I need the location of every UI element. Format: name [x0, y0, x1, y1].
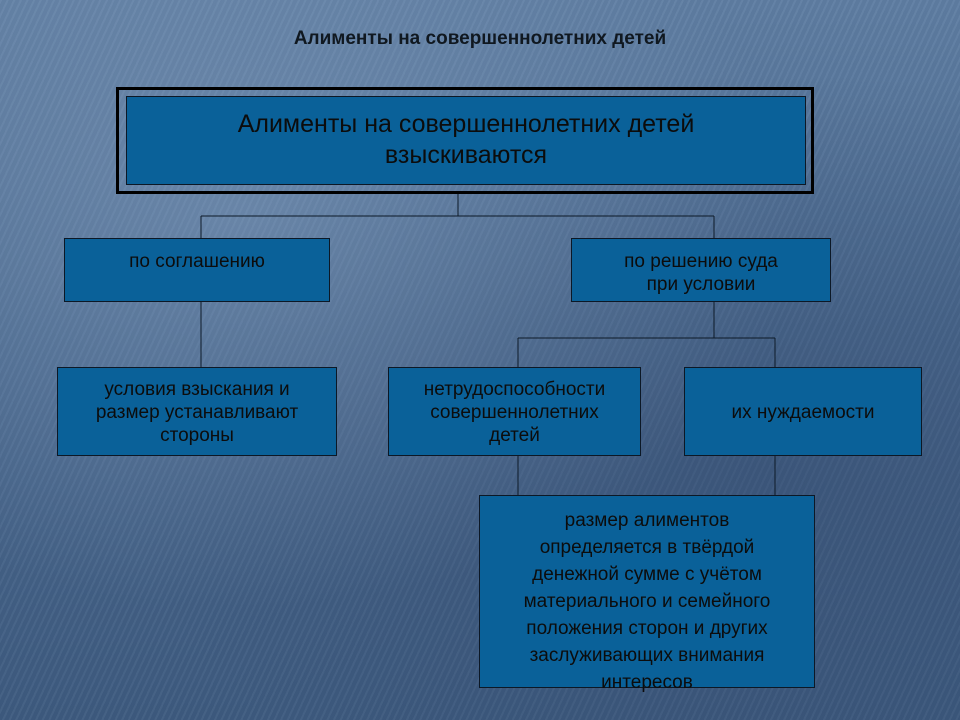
- leaf-need: их нуждаемости: [684, 367, 922, 456]
- branch-court-decision: по решению суда при условии: [571, 238, 831, 302]
- slide-title: Алименты на совершеннолетних детей: [293, 28, 667, 49]
- result-box: размер алиментов определяется в твёрдой денежной сумме с учётом материального и семейного положения сторон и других заслуживающих внимания интересов: [479, 495, 815, 688]
- leaf-parties-set-terms: условия взыскания и размер устанавливают стороны: [57, 367, 337, 456]
- root-box: Алименты на совершеннолетних детей взыскиваются: [126, 96, 806, 185]
- branch-agreement: по соглашению: [64, 238, 330, 302]
- leaf-incapacity: нетрудоспособности совершеннолетних детей: [388, 367, 641, 456]
